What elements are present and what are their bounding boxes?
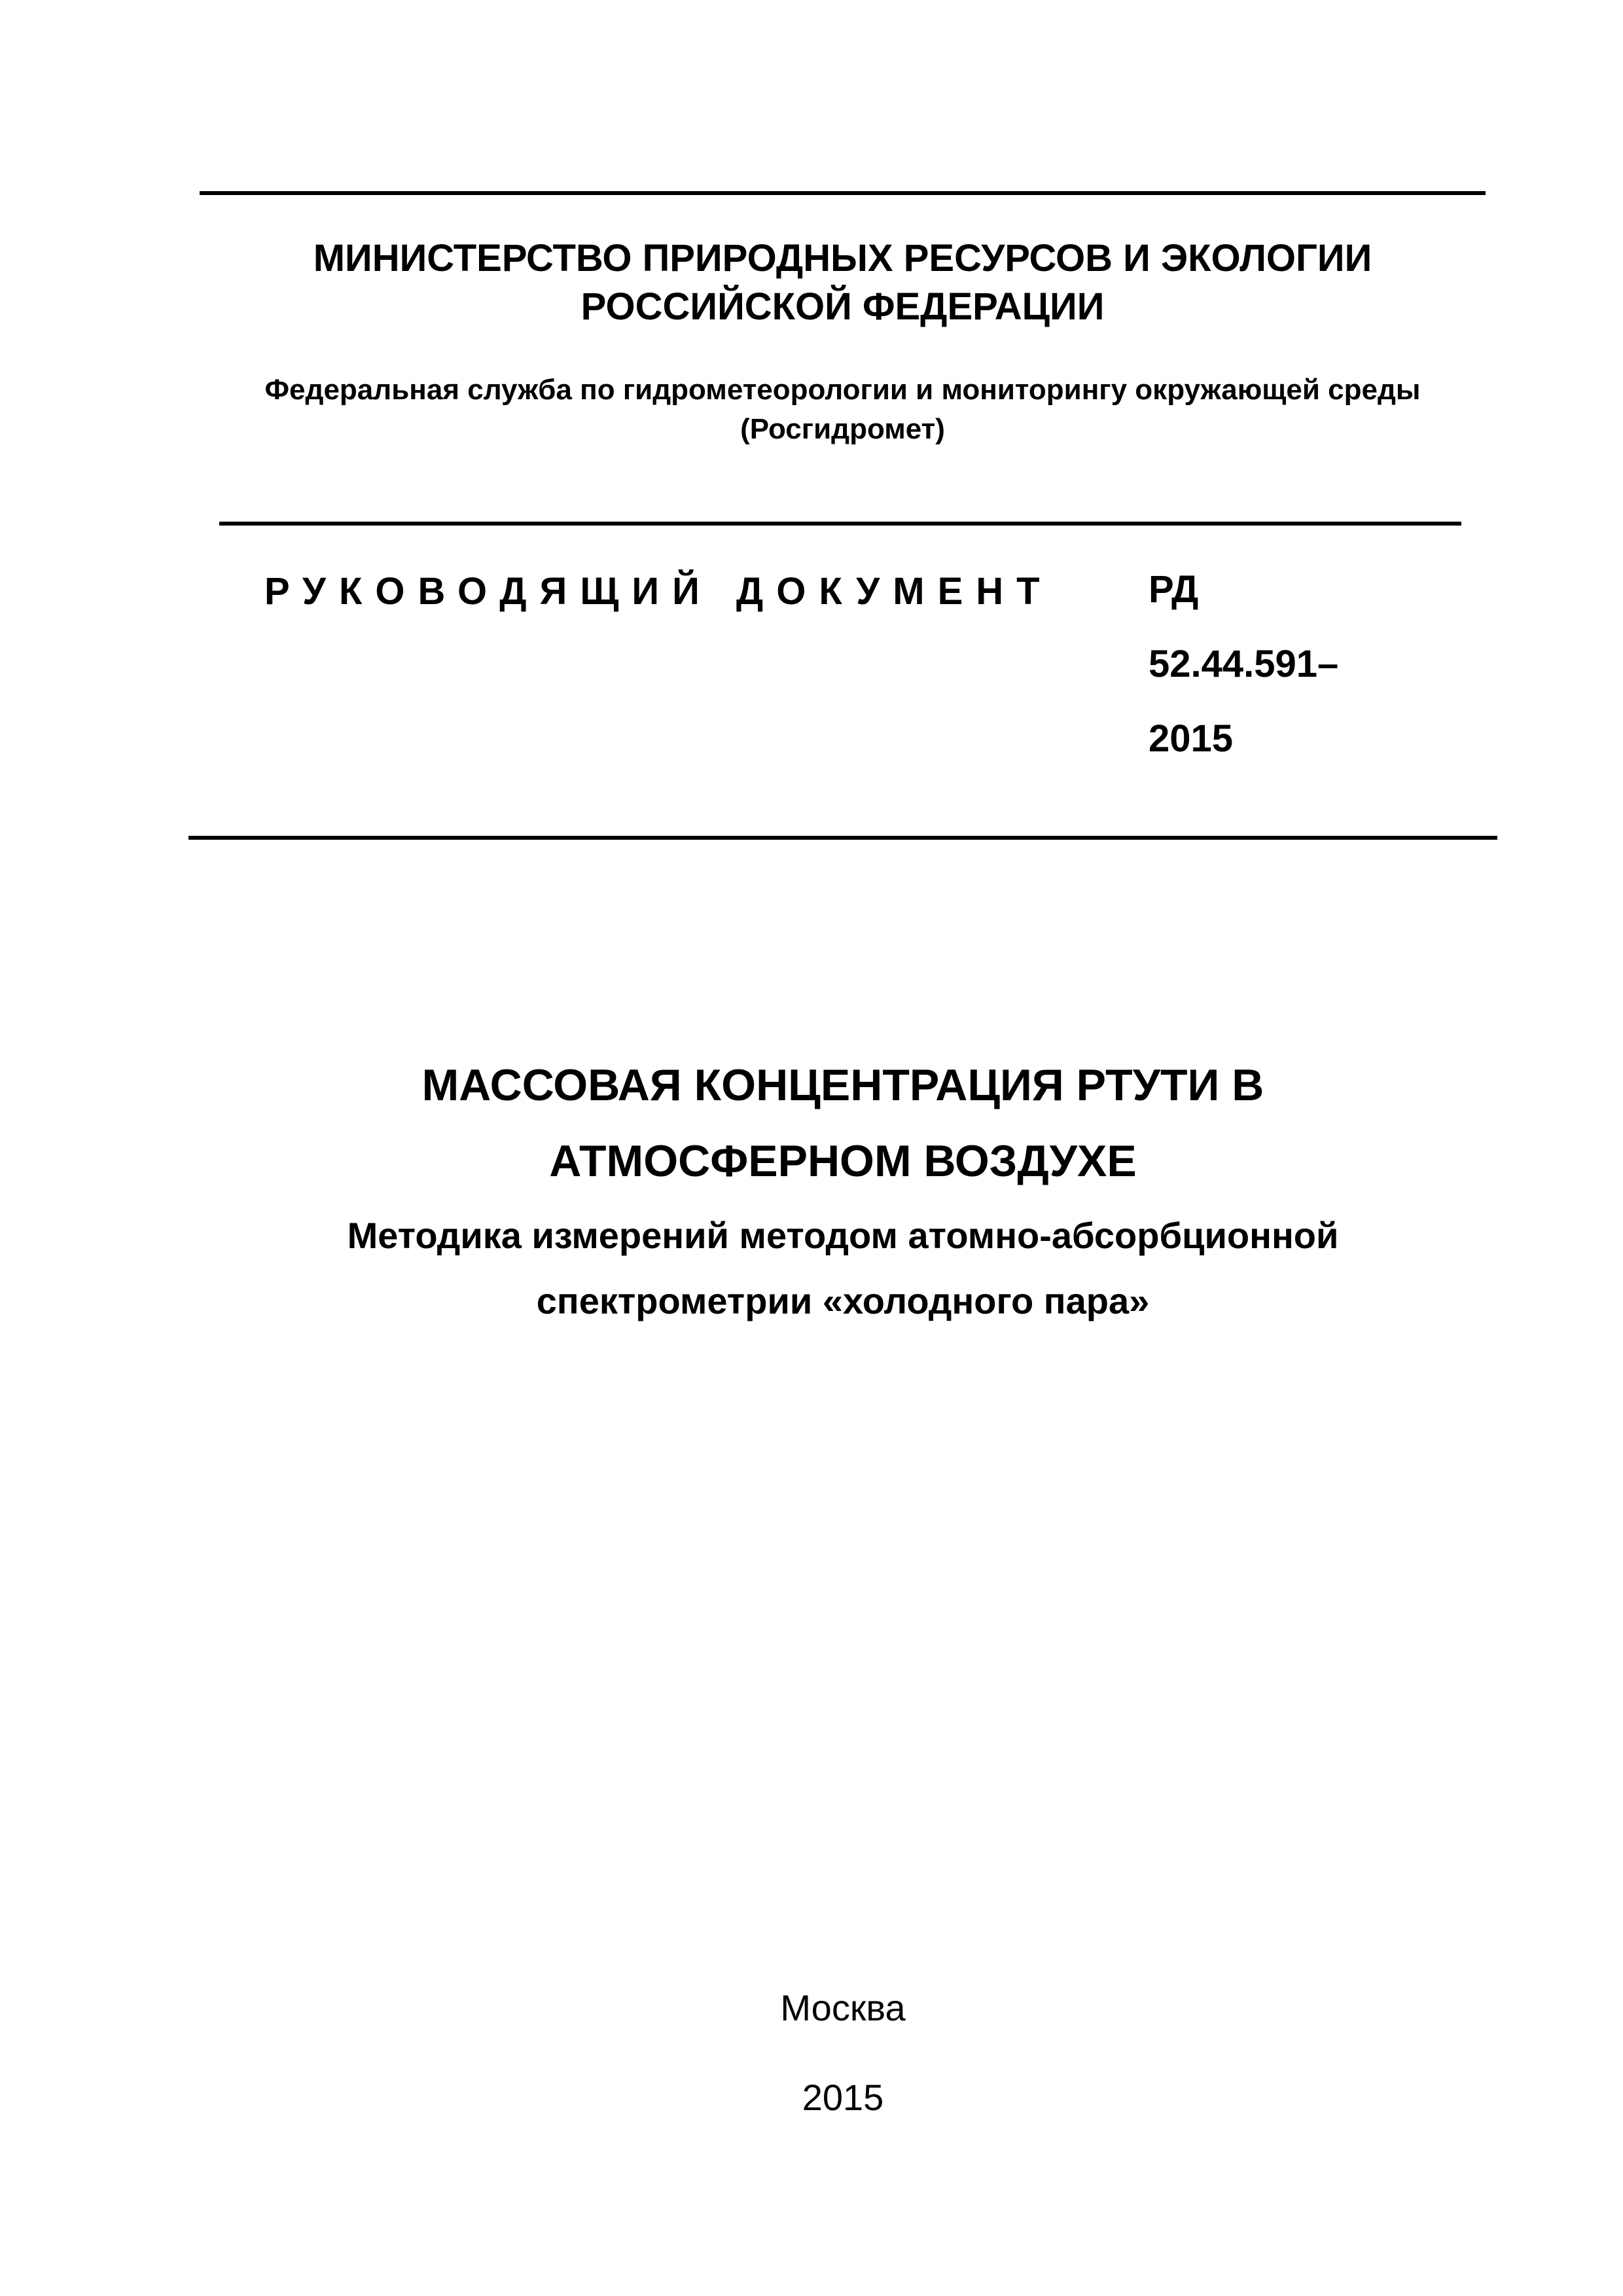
ministry-line-1: МИНИСТЕРСТВО ПРИРОДНЫХ РЕСУРСОВ И ЭКОЛОГИИ: [313, 237, 1372, 279]
bottom-divider: [188, 836, 1497, 840]
service-line-1: Федеральная служба по гидрометеорологии и мониторингу окружающей среды: [264, 374, 1421, 406]
document-title: [188, 1047, 1497, 1199]
title-line-2: АТМОСФЕРНОМ ВОЗДУХЕ: [549, 1136, 1137, 1186]
ministry-line-2: РОССИЙСКОЙ ФЕДЕРАЦИИ: [580, 285, 1105, 328]
document-subtitle: [188, 1203, 1497, 1334]
publication-year: 2015: [802, 2077, 884, 2118]
document-type-label: РУКОВОДЯЩИЙ ДОКУМЕНТ: [264, 570, 1053, 613]
document-number: [1149, 552, 1338, 776]
ministry-heading: [200, 234, 1486, 331]
title-line-1: МАССОВАЯ КОНЦЕНТРАЦИЯ РТУТИ В: [421, 1060, 1264, 1110]
middle-divider: [219, 522, 1461, 526]
document-number-line-3: 2015: [1149, 717, 1234, 760]
top-divider: [200, 191, 1486, 195]
document-number-line-2: 52.44.591–: [1149, 643, 1339, 685]
service-line-2: (Росгидромет): [740, 413, 945, 445]
publication-city: Москва: [780, 1987, 906, 2028]
subtitle-line-1: Методика измерений методом атомно-абсорбционной: [347, 1215, 1339, 1256]
service-heading: [200, 370, 1486, 449]
document-number-line-1: РД: [1149, 568, 1199, 611]
subtitle-line-2: спектрометрии «холодного пара»: [536, 1280, 1150, 1321]
